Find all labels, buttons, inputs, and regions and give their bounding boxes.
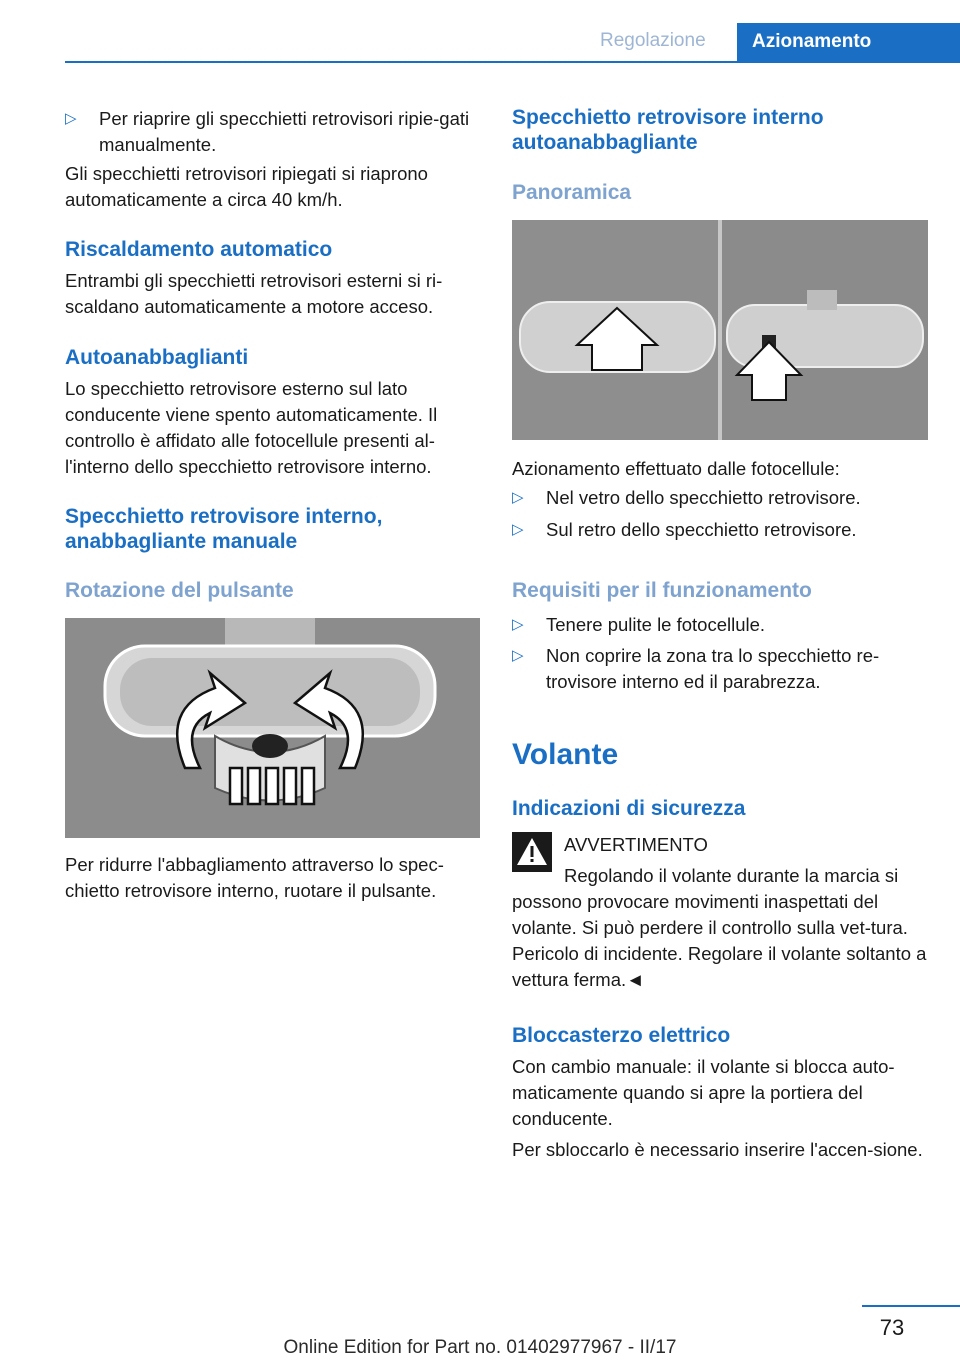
list-item — [512, 485, 932, 511]
paragraph: Per sbloccarlo è necessario inserire l'accen-sione. — [512, 1139, 923, 1160]
bullet-triangle-icon: ▷ — [512, 521, 524, 538]
edition-footer: Online Edition for Part no. 01402977967 - II/17 — [283, 1337, 677, 1358]
header-rule — [65, 61, 960, 63]
list-item-text: Nel vetro dello specchietto retrovisore. — [546, 487, 861, 508]
heading-panoramica: Panoramica — [512, 181, 632, 204]
paragraph: Azionamento effettuato dalle fotocellule: — [512, 458, 840, 479]
list-item — [512, 643, 932, 695]
heading-rotazione: Rotazione del pulsante — [65, 579, 294, 602]
heading-volante: Volante — [512, 738, 619, 771]
paragraph: Entrambi gli specchietti retrovisori esterni si ri-scaldano automaticamente a motore acceso. — [65, 270, 443, 317]
heading-autoanabbagliante: Specchietto retrovisore interno autoanabbagliante — [512, 106, 824, 154]
bullet-triangle-icon: ▷ — [512, 616, 524, 633]
page-number-rule — [862, 1305, 960, 1307]
list-item — [512, 612, 932, 638]
heading-bloccasterzo: Bloccasterzo elettrico — [512, 1024, 731, 1047]
paragraph: Per ridurre l'abbagliamento attraverso lo spec-chietto retrovisore interno, ruotare il pulsante. — [65, 854, 444, 901]
warning-box — [512, 832, 932, 994]
list-item-text: Sul retro dello specchietto retrovisore. — [546, 519, 857, 540]
bullet-triangle-icon: ▷ — [512, 647, 524, 664]
paragraph: Con cambio manuale: il volante si blocca auto-maticamente quando si apre la portiera del conducente. — [512, 1056, 895, 1129]
heading-requisiti: Requisiti per il funzionamento — [512, 579, 812, 602]
warning-title: AVVERTIMENTO — [564, 834, 708, 855]
mirror-rotate-illustration — [65, 618, 480, 838]
list-item — [65, 106, 481, 158]
list-item-text: Per riaprire gli specchietti retrovisori ripie-gati manualmente. — [99, 108, 470, 155]
bullet-triangle-icon: ▷ — [512, 489, 524, 506]
page-number: 73 — [879, 1315, 905, 1340]
list-item-text: Tenere pulite le fotocellule. — [546, 614, 766, 635]
mirror-photocell-illustration — [512, 220, 928, 440]
list-item-text: Non coprire la zona tra lo specchietto re-trovisore interno ed il parabrezza. — [546, 645, 880, 692]
heading-sicurezza: Indicazioni di sicurezza — [512, 797, 746, 820]
header-tab-azionamento[interactable]: Azionamento — [737, 23, 960, 63]
heading-autoanabbaglianti: Autoanabbaglianti — [65, 346, 249, 369]
paragraph: Lo specchietto retrovisore esterno sul lato conducente viene spento automaticamente. Il controllo è affidato alle fotocellule presenti al-l'interno dello specchietto retrovisore interno. — [65, 378, 438, 477]
bullet-triangle-icon: ▷ — [65, 110, 77, 127]
list-item — [512, 517, 932, 543]
paragraph: Gli specchietti retrovisori ripiegati si riaprono automaticamente a circa 40 km/h. — [65, 163, 428, 210]
header-tab-regolazione[interactable]: Regolazione — [600, 30, 706, 51]
warning-text: Regolando il volante durante la marcia si possono provocare movimenti inaspettati del volante. Si può perdere il controllo sulla vet-tura. Pericolo di incidente. Regolare il volante soltanto a vettura ferma.◄ — [512, 865, 927, 990]
heading-manual-mirror: Specchietto retrovisore interno, anabbagliante manuale — [65, 505, 383, 553]
heading-riscaldamento: Riscaldamento automatico — [65, 238, 333, 261]
